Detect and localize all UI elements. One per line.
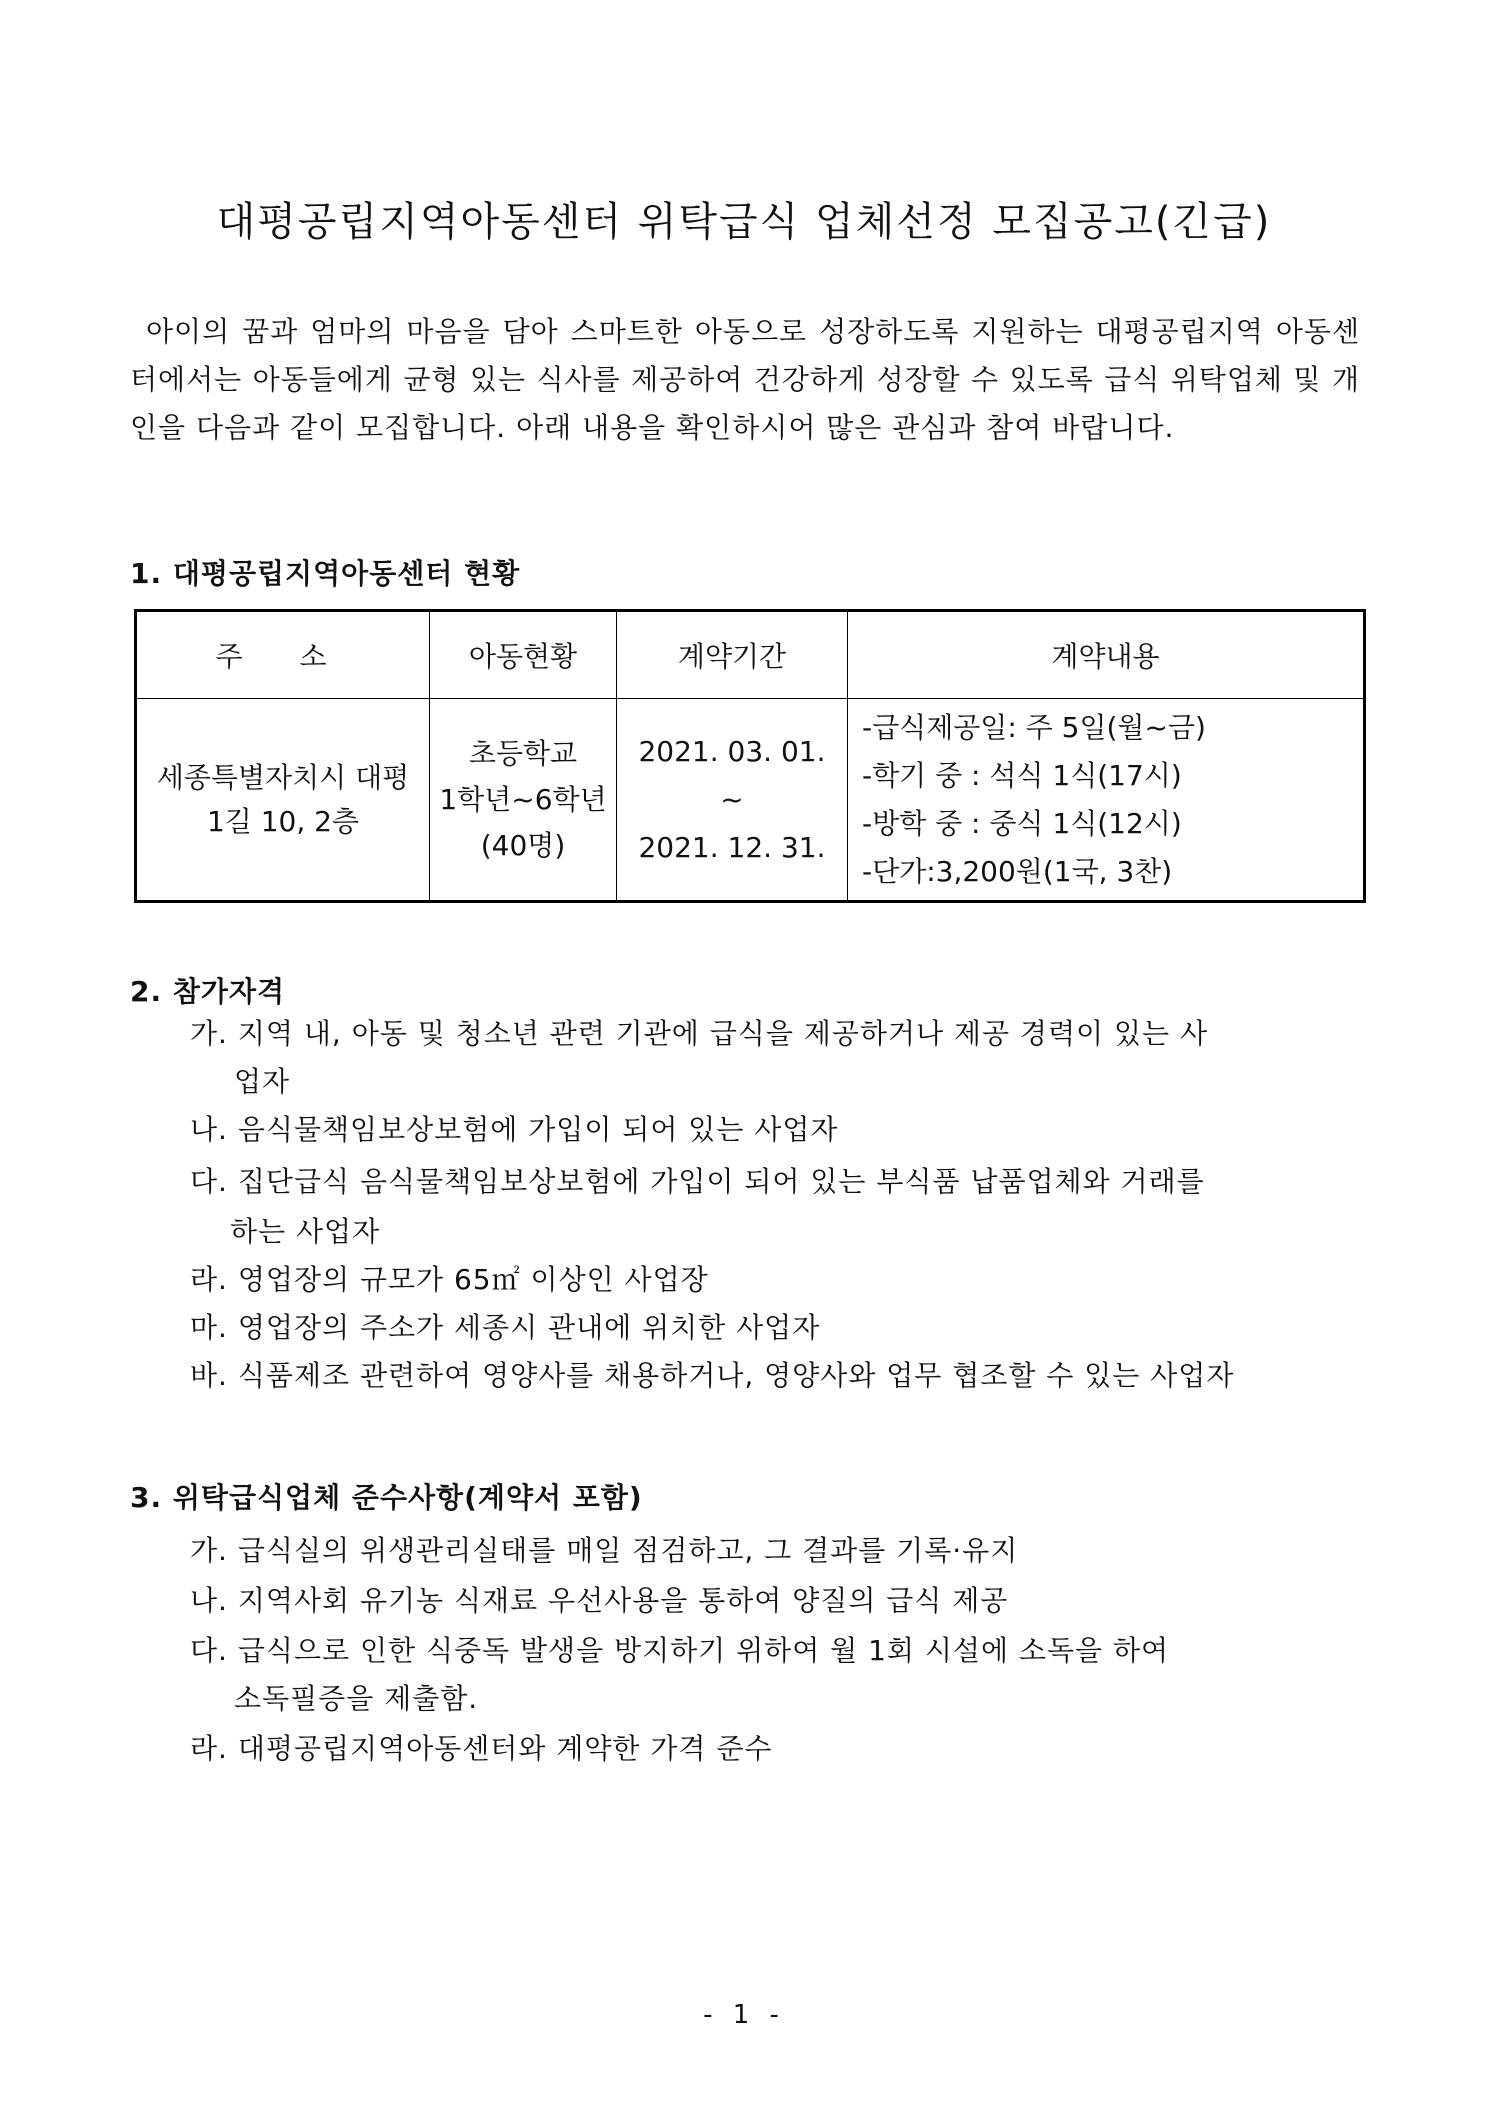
intro-paragraph: 아이의 꿈과 엄마의 마음을 담아 스마트한 아동으로 성장하도록 지원하는 대평공립지역 아동센터에서는 아동들에게 균형 있는 식사를 제공하여 건강하게 성장할 수 있도록 급식 위탁업체 및 개인을 다음과 같이 모집합니다. 아래 내용을 확인하시어 많은 관심과 참여 바랍니다. bbox=[130, 315, 1360, 444]
address-line: 세종특별자치시 대평 bbox=[156, 760, 410, 794]
children-line: (40명) bbox=[480, 828, 566, 862]
header-period: 계약기간 bbox=[617, 611, 848, 699]
contents-line: -방학 중 : 중식 1식(12시) bbox=[862, 806, 1182, 840]
table-header-row bbox=[136, 611, 1365, 699]
address-cell bbox=[136, 699, 430, 902]
list-item: 나. 지역사회 유기농 식재료 우선사용을 통하여 양질의 급식 제공 bbox=[190, 1584, 1009, 1617]
table-row bbox=[136, 699, 1365, 902]
list-item: 바. 식품제조 관련하여 영양사를 채용하거나, 영양사와 업무 협조할 수 있는 사업자 bbox=[190, 1359, 1235, 1392]
page-number: - 1 - bbox=[703, 2000, 785, 2030]
list-item: 가. 급식실의 위생관리실태를 매일 점검하고, 그 결과를 기록·유지 bbox=[190, 1534, 1019, 1567]
list-item: 라. 영업장의 규모가 65㎡ 이상인 사업장 bbox=[190, 1263, 709, 1296]
period-line: ~ bbox=[720, 782, 744, 816]
address-line: 1길 10, 2층 bbox=[206, 804, 360, 838]
page-title: 대평공립지역아동센터 위탁급식 업체선정 모집공고(긴급) bbox=[216, 199, 1272, 245]
contents-cell bbox=[848, 699, 1365, 902]
header-address: 주 소 bbox=[136, 611, 430, 699]
header-children: 아동현황 bbox=[430, 611, 617, 699]
list-item: 다. 급식으로 인한 식중독 발생을 방지하기 위하여 월 1회 시설에 소독을 하여 bbox=[190, 1634, 1170, 1667]
section-1-heading: 1. 대평공립지역아동센터 현황 bbox=[130, 557, 521, 590]
center-status-table bbox=[134, 609, 1366, 903]
header-contents: 계약내용 bbox=[848, 611, 1365, 699]
list-item-continuation: 소독필증을 제출함. bbox=[234, 1682, 479, 1715]
list-item-continuation: 하는 사업자 bbox=[230, 1215, 381, 1248]
list-item: 다. 집단급식 음식물책임보상보험에 가입이 되어 있는 부식품 납품업체와 거래를 bbox=[190, 1165, 1205, 1198]
period-line: 2021. 03. 01. bbox=[638, 734, 826, 768]
list-item: 마. 영업장의 주소가 세종시 관내에 위치한 사업자 bbox=[190, 1311, 821, 1344]
section-3-heading: 3. 위탁급식업체 준수사항(계약서 포함) bbox=[130, 1481, 643, 1514]
contents-line: -학기 중 : 석식 1식(17시) bbox=[862, 758, 1182, 792]
children-cell bbox=[430, 699, 617, 902]
list-item: 라. 대평공립지역아동센터와 계약한 가격 준수 bbox=[190, 1732, 773, 1765]
children-line: 초등학교 bbox=[468, 736, 578, 770]
section-2-heading: 2. 참가자격 bbox=[130, 975, 286, 1008]
period-cell bbox=[617, 699, 848, 902]
period-line: 2021. 12. 31. bbox=[638, 830, 826, 864]
contents-line: -단가:3,200원(1국, 3찬) bbox=[862, 854, 1173, 888]
list-item: 나. 음식물책임보상보험에 가입이 되어 있는 사업자 bbox=[190, 1113, 839, 1146]
children-line: 1학년~6학년 bbox=[439, 782, 607, 816]
list-item-continuation: 업자 bbox=[234, 1065, 291, 1098]
list-item: 가. 지역 내, 아동 및 청소년 관련 기관에 급식을 제공하거나 제공 경력이 있는 사 bbox=[190, 1017, 1208, 1050]
contents-line: -급식제공일: 주 5일(월~금) bbox=[862, 710, 1206, 744]
